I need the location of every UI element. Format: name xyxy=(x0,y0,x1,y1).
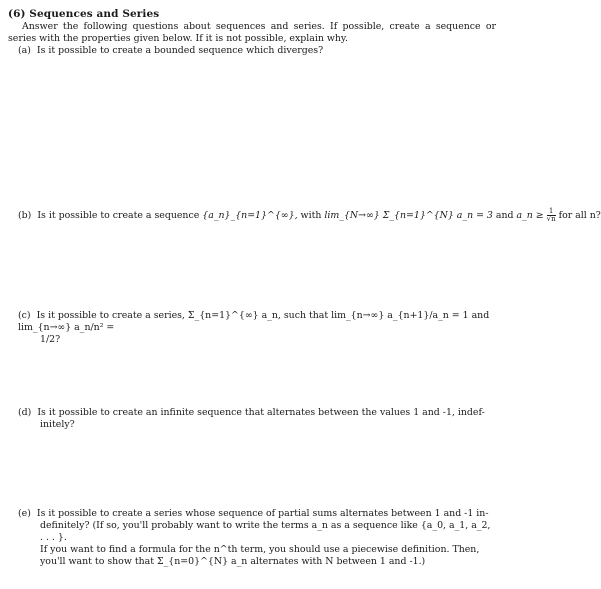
section-intro: Answer the following questions about sequences and series. If possible, create a sequence or series with the properties given below. If it is not possible, explain why. xyxy=(8,21,496,44)
question-e-line4: you'll want to show that Σ_{n=0}^{N} a_n alternates with N between 1 and -1.) xyxy=(40,556,426,567)
question-b-fraction-denominator: √n xyxy=(546,215,556,223)
question-a xyxy=(18,45,496,57)
question-a-text: Is it possible to create a bounded sequence which diverges? xyxy=(36,45,324,56)
question-d-line1: Is it possible to create an infinite sequence that alternates between the values 1 and -1, indef- xyxy=(37,407,485,418)
question-c xyxy=(18,310,496,346)
question-c-line2: 1/2? xyxy=(40,334,61,345)
question-b-inequality-math: a_n ≥ xyxy=(516,210,544,221)
question-b-text-and: and xyxy=(495,210,514,221)
question-b-limit-math: lim_{N→∞} Σ_{n=1}^{N} a_n = 3 xyxy=(324,210,493,221)
question-b-label: (b) xyxy=(18,210,32,221)
question-e-line1: Is it possible to create a series whose sequence of partial sums alternates between 1 and -1 in- xyxy=(36,508,489,519)
question-e xyxy=(18,508,496,568)
question-d xyxy=(18,407,496,431)
question-b-text-end: for all n? xyxy=(558,210,601,221)
question-b-text-before: Is it possible to create a sequence xyxy=(37,210,200,221)
question-d-line2: initely? xyxy=(40,419,75,430)
question-c-line1: Is it possible to create a series, Σ_{n=1}^{∞} a_n, such that lim_{n→∞} a_{n+1}/a_n = 1 and lim_{n→∞} a_n/n² = xyxy=(18,310,490,333)
question-b-text-mid: with xyxy=(300,210,322,221)
question-e-label: (e) xyxy=(18,508,31,519)
section-title: (6) Sequences and Series xyxy=(8,8,160,20)
question-b xyxy=(18,207,601,223)
question-b-fraction xyxy=(547,208,556,223)
question-b-sequence-math: {a_n}_{n=1}^{∞}, xyxy=(202,210,298,221)
question-e-line2: definitely? (If so, you'll probably want to write the terms a_n as a sequence like {a_0, a_1, a_2, . . . }. xyxy=(40,520,491,543)
question-c-label: (c) xyxy=(18,310,31,321)
question-b-fraction-numerator: 1 xyxy=(547,208,556,216)
question-e-line3: If you want to find a formula for the n^th term, you should use a piecewise definition. Then, xyxy=(40,544,480,555)
question-d-label: (d) xyxy=(18,407,32,418)
question-a-label: (a) xyxy=(18,45,31,56)
